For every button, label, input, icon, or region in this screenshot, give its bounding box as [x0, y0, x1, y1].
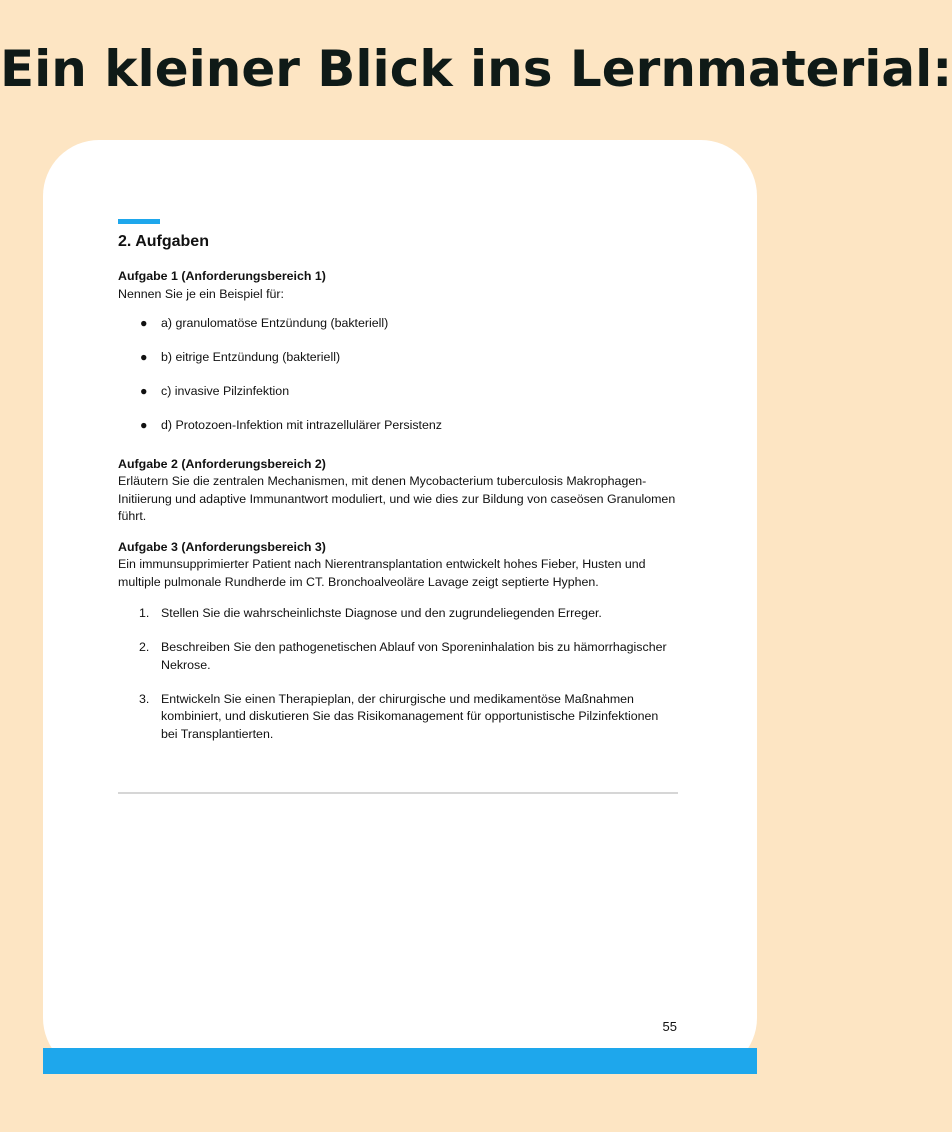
page-headline: Ein kleiner Blick ins Lernmaterial:: [0, 40, 952, 98]
list-item: [118, 349, 678, 367]
list-item: [118, 383, 678, 401]
list-item: [118, 639, 678, 674]
section-title: 2. Aufgaben: [118, 233, 209, 250]
list-item-text: d) Protozoen-Infektion mit intrazellulärer Persistenz: [161, 418, 442, 432]
list-number: 1.: [139, 606, 150, 620]
task-3-list: [118, 605, 678, 743]
list-number: 3.: [139, 691, 150, 706]
list-number: 2.: [139, 640, 150, 654]
list-item-text: a) granulomatöse Entzündung (bakteriell): [161, 316, 389, 330]
task-1-prompt: Nennen Sie je ein Beispiel für:: [118, 286, 284, 301]
bullet-icon: ●: [140, 350, 148, 364]
section-divider: [118, 792, 678, 794]
list-item: [118, 315, 678, 333]
section-accent-bar: [118, 219, 160, 224]
document-page-card: [43, 140, 757, 1074]
document-content: [118, 219, 678, 760]
bullet-icon: ●: [140, 316, 148, 330]
list-item-text: Stellen Sie die wahrscheinlichste Diagnose und den zugrundeliegenden Erreger.: [161, 606, 602, 620]
task-1-list: [118, 315, 678, 435]
list-item-text: b) eitrige Entzündung (bakteriell): [161, 350, 341, 364]
list-item: [118, 691, 678, 744]
list-item-text: c) invasive Pilzinfektion: [161, 384, 290, 398]
bullet-icon: ●: [140, 418, 148, 432]
task-2-text: Erläutern Sie die zentralen Mechanismen, mit denen Mycobacterium tuberculosis Makrophagen-Initiierung und adaptive Immunantwort moduliert, und wie dies zur Bildung von caseösen Granulomen führt.: [118, 474, 676, 523]
footer-accent-bar: [43, 1048, 757, 1074]
page-number: 55: [662, 1019, 677, 1034]
list-item: [118, 605, 678, 623]
list-item: [118, 417, 678, 435]
list-item-text: Beschreiben Sie den pathogenetischen Ablauf von Sporeninhalation bis zu hämorrhagischer Nekrose.: [161, 640, 667, 672]
bullet-icon: ●: [140, 384, 148, 398]
list-item-text: Entwickeln Sie einen Therapieplan, der chirurgische und medikamentöse Maßnahmen kombiniert, und diskutieren Sie das Risikomanagement für opportunistische Pilzinfektionen bei Transplantierten.: [161, 691, 659, 741]
task-3-title: Aufgabe 3 (Anforderungsbereich 3): [118, 539, 326, 554]
task-3-text: Ein immunsupprimierter Patient nach Nierentransplantation entwickelt hohes Fieber, Husten und multiple pulmonale Rundherde im CT. Bronchoalveoläre Lavage zeigt septierte Hyphen.: [118, 557, 646, 589]
task-2-title: Aufgabe 2 (Anforderungsbereich 2): [118, 456, 326, 471]
task-1-title: Aufgabe 1 (Anforderungsbereich 1): [118, 269, 326, 283]
